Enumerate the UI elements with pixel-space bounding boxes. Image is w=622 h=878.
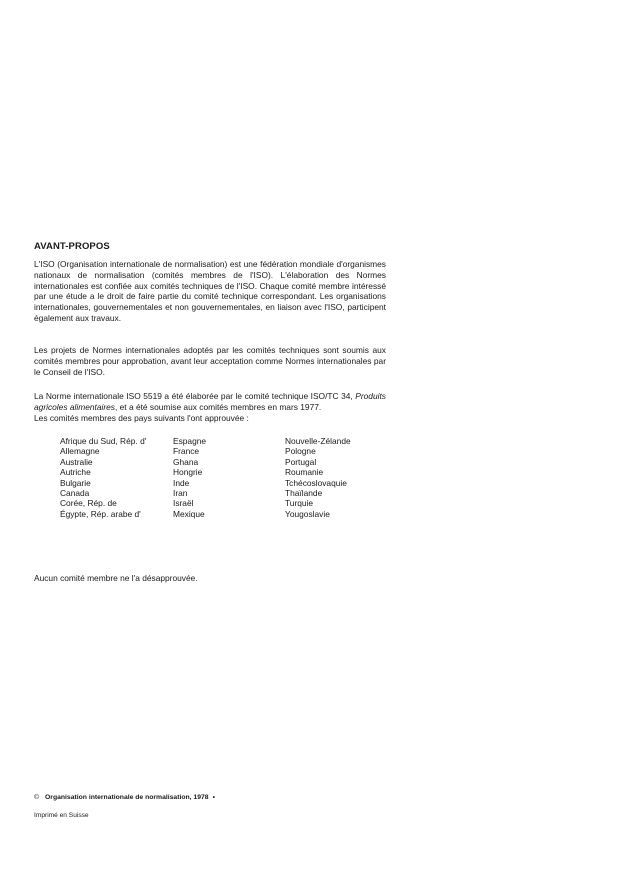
printed-in-notice: Imprimé en Suisse bbox=[34, 812, 89, 819]
country-item: Ghana bbox=[173, 456, 199, 467]
country-item: Tchécoslovaquie bbox=[285, 477, 347, 488]
copyright-text: Organisation internationale de normalisation, 1978 bbox=[45, 794, 209, 801]
paragraph-approval-process: Les projets de Normes internationales adoptés par les comités techniques sont soumis aux comités membres pour approbation, avant leur acceptation comme Normes internationales par le Conseil de l'ISO. bbox=[34, 345, 386, 377]
country-item: Nouvelle-Zélande bbox=[285, 436, 351, 446]
country-item: Autriche bbox=[60, 467, 91, 478]
country-item: Bulgarie bbox=[60, 477, 91, 488]
paragraph-iso-intro: L'ISO (Organisation internationale de normalisation) est une fédération mondiale d'organismes nationaux de normalisation (comités membres de l'ISO). L'élaboration des Normes internationales est confiée aux comités techniques de l'ISO. Chaque comité membre intéressé par une étude a le droit de faire partie du comité technique correspondant. Les organisations internationales, gouvernementales et non gouvernementales, en liaison avec l'ISO, participent également aux travaux. bbox=[34, 259, 386, 323]
section-heading: AVANT-PROPOS bbox=[34, 241, 110, 252]
country-item: Espagne bbox=[173, 436, 207, 446]
country-item: Corée, Rép. de bbox=[60, 498, 117, 509]
country-item: France bbox=[173, 446, 200, 457]
country-item: Iran bbox=[173, 488, 188, 499]
country-item: Allemagne bbox=[60, 446, 100, 457]
paragraph-standard-origin bbox=[34, 391, 386, 413]
bullet-icon: • bbox=[212, 794, 215, 801]
country-item: Australie bbox=[60, 456, 93, 467]
country-item: Hongrie bbox=[173, 467, 203, 478]
country-item: Portugal bbox=[285, 456, 317, 467]
country-item: Turquie bbox=[285, 498, 314, 509]
paragraph-approving-members: Les comités membres des pays suivants l'ont approuvée : bbox=[34, 413, 249, 423]
country-list-column-3 bbox=[285, 436, 351, 519]
country-item: Israël bbox=[173, 498, 194, 509]
country-item: Roumanie bbox=[285, 467, 324, 478]
copyright-icon: © bbox=[34, 794, 40, 801]
country-item: Égypte, Rép. arabe d' bbox=[60, 508, 141, 519]
country-item: Pologne bbox=[285, 446, 316, 457]
committee-title: Produits agricoles alimentaires bbox=[34, 391, 386, 412]
country-item: Yougoslavie bbox=[285, 508, 330, 519]
country-list-column-2 bbox=[173, 436, 206, 519]
paragraph-no-disapproval: Aucun comité membre ne l'a désapprouvée. bbox=[34, 573, 198, 583]
paragraph-standard-origin-start: La Norme internationale ISO 5519 a été élaborée par le comité technique ISO/TC 34, bbox=[34, 391, 356, 401]
country-item: Inde bbox=[173, 477, 190, 488]
paragraph-standard-origin-end: , et a été soumise aux comités membres en mars 1977. bbox=[115, 401, 322, 412]
country-item: Afrique du Sud, Rép. d' bbox=[60, 436, 147, 446]
copyright-notice bbox=[34, 794, 215, 801]
country-item: Thaïlande bbox=[285, 488, 323, 499]
country-item: Canada bbox=[60, 488, 90, 499]
country-item: Mexique bbox=[173, 508, 205, 519]
country-list-column-1 bbox=[60, 436, 146, 519]
